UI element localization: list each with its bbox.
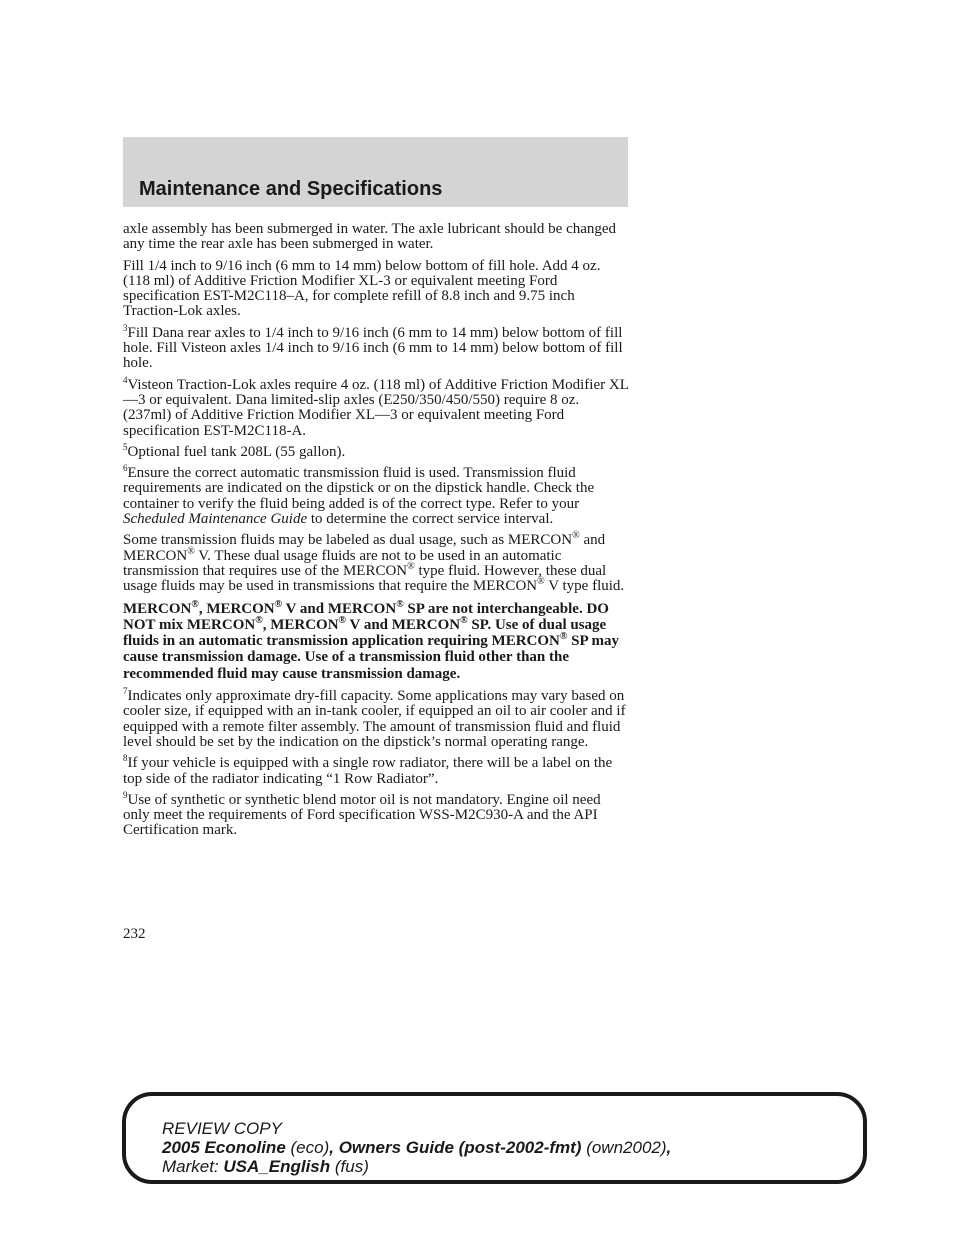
footnote-text: Fill Dana rear axles to 1/4 inch to 9/16 inch (6 mm to 14 mm) below bottom of fill hole. Fill Visteon axles 1/4 inch to 9/16 inch (6 mm to 14 mm) below bottom of fill hole. [123, 324, 623, 372]
footnote-number: 9 [123, 789, 128, 800]
footnote-3 [123, 322, 629, 372]
footnote-number: 8 [123, 753, 128, 764]
paragraph-dual-usage [123, 530, 629, 595]
document-info-line [162, 1138, 671, 1157]
guide-code: (own2002) [581, 1138, 667, 1157]
paragraph-axle-submerged: axle assembly has been submerged in water. The axle lubricant should be changed any time the rear axle has been submerged in water. [123, 221, 617, 253]
registered-mark: ® [274, 598, 283, 610]
registered-mark: ® [559, 631, 568, 643]
text-run: SP may cause transmission damage. Use of a transmission fluid other than the recommended fluid may cause transmission damage. [123, 633, 620, 682]
registered-mark: ® [572, 530, 580, 542]
text-run: V and MERCON [346, 616, 461, 633]
registered-mark: ® [407, 560, 415, 572]
text-run: V and MERCON [282, 600, 397, 617]
registered-mark: ® [396, 598, 404, 610]
footnote-4 [123, 374, 629, 439]
footnote-text: Ensure the correct automatic transmission fluid is used. Transmission fluid requirements are indicated on the dipstick or on the dipstick handle. Check the container to verify the fluid being added is of the correct type. Refer to your [123, 465, 595, 512]
text-run: V. These dual usage fluids are not to be used in an automatic transmission that requires use of the MERCON [123, 547, 562, 579]
warning-paragraph [123, 598, 629, 682]
text-run: and MERCON [123, 532, 606, 564]
vehicle-name: 2005 Econoline [162, 1138, 286, 1157]
footnote-8 [123, 753, 629, 787]
registered-mark: ® [191, 598, 199, 610]
footnote-number: 5 [123, 441, 128, 452]
registered-mark: ® [255, 614, 263, 626]
separator: , [329, 1138, 339, 1157]
footnote-text: to determine the correct service interval. [307, 511, 554, 528]
text-run: , MERCON [262, 616, 339, 633]
text-run: MERCON [123, 600, 192, 617]
footnote-9 [123, 789, 629, 839]
registered-mark: ® [460, 614, 468, 626]
guide-name: Owners Guide (post-2002-fmt) [338, 1138, 582, 1157]
footnote-text: Visteon Traction-Lok axles require 4 oz. (118 ml) of Additive Friction Modifier XL—3 or equivalent. Dana limited-slip axles (E250/350/450/550) require 8 oz. (237ml) of Additive Friction Modifier XL—3 or equivalent meeting Ford specification EST-M2C118-A. [123, 376, 629, 439]
section-header-band [123, 137, 628, 207]
separator: , [666, 1138, 672, 1157]
footnote-number: 6 [123, 463, 128, 474]
page-content [123, 222, 629, 845]
vehicle-code: (eco) [285, 1138, 330, 1157]
maintenance-guide-title: Scheduled Maintenance Guide [123, 511, 308, 528]
text-run: , MERCON [198, 600, 275, 617]
footnote-number: 4 [123, 374, 128, 385]
registered-mark: ® [187, 545, 195, 557]
review-copy-box [122, 1092, 867, 1184]
page-number: 232 [123, 926, 146, 942]
text-run: Some transmission fluids may be labeled as dual usage, such as MERCON [123, 532, 573, 549]
market-line [162, 1157, 671, 1176]
footnote-text: Optional fuel tank 208L (55 gallon). [127, 443, 346, 460]
footnote-text: If your vehicle is equipped with a single row radiator, there will be a label on the top side of the radiator indicating “1 Row Radiator”. [123, 755, 613, 787]
footnote-text: Use of synthetic or synthetic blend motor oil is not mandatory. Engine oil need only meet the requirements of Ford specification WSS-M2C930-A and the API Certification mark. [123, 791, 601, 839]
text-run: type fluid. However, these dual usage fluids may be used in transmissions that require the MERCON [123, 562, 607, 595]
paragraph-fill-instructions: Fill 1/4 inch to 9/16 inch (6 mm to 14 mm) below bottom of fill hole. Add 4 oz. (118 ml) of Additive Friction Modifier XL-3 or equivalent meeting Ford specification EST-M2C118–A, for complete refill of 8.8 inch and 9.75 inch Traction-Lok axles. [123, 257, 601, 320]
review-copy-label: REVIEW COPY [162, 1119, 282, 1138]
market-label: Market: [162, 1157, 224, 1176]
registered-mark: ® [537, 576, 545, 588]
footnote-number: 3 [123, 322, 128, 333]
section-title: Maintenance and Specifications [139, 178, 443, 200]
text-run: SP are not interchangeable. DO NOT mix MERCON [123, 600, 609, 633]
footnote-5 [123, 441, 629, 460]
review-copy-text [162, 1119, 671, 1176]
market-code: (fus) [330, 1157, 369, 1176]
footnote-number: 7 [123, 686, 128, 697]
footnote-6 [123, 463, 629, 528]
market-name: USA_English [223, 1157, 331, 1176]
registered-mark: ® [338, 614, 347, 626]
text-run: SP. Use of dual usage fluids in an automatic transmission application requiring MERCON [123, 616, 607, 650]
footnote-text: Indicates only approximate dry-fill capacity. Some applications may vary based on cooler size, if equipped with an in-tank cooler, if equipped an oil to air cooler and if equipped with a remote filter assembly. The amount of transmission fluid and fluid level should be set by the indication on the dipstick’s normal operating range. [123, 688, 626, 750]
text-run: V type fluid. [544, 578, 625, 595]
footnote-7 [123, 686, 629, 750]
